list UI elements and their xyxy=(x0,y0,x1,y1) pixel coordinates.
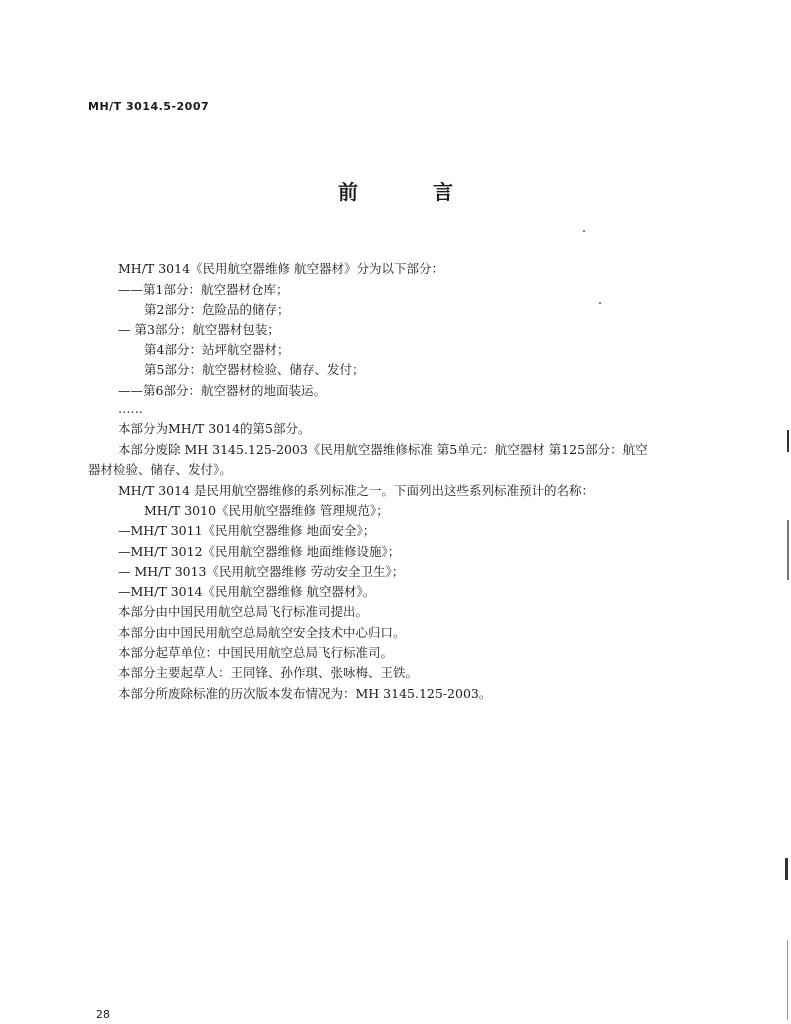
standard-code: MH/T 3014.5-2007 xyxy=(88,100,210,113)
text-line: MH/T 3010《民用航空器维修 管理规范》； xyxy=(144,503,389,518)
text-line: 本部分起草单位：中国民用航空总局飞行标准司。 xyxy=(118,645,394,660)
scan-mark xyxy=(785,858,788,880)
page-title: 前 言 xyxy=(338,180,487,204)
text-line: 本部分废除 MH 3145.125-2003《民用航空器维修标准 第5单元：航空器材 第125部分：航空 xyxy=(118,442,648,457)
scan-dot xyxy=(599,302,601,304)
text-line: 本部分为MH/T 3014的第5部分。 xyxy=(118,421,311,436)
text-line: ——第1部分：航空器材仓库； xyxy=(118,282,289,297)
text-line: MH/T 3014《民用航空器维修 航空器材》分为以下部分： xyxy=(118,261,445,276)
text-line: 第5部分：航空器材检验、储存、发付； xyxy=(144,362,365,377)
scan-dot xyxy=(583,230,585,232)
scan-mark xyxy=(787,430,789,452)
text-line: ——第6部分：航空器材的地面装运。 xyxy=(118,383,326,398)
text-line: MH/T 3014 是民用航空器维修的系列标准之一。下面列出这些系列标准预计的名称： xyxy=(118,483,595,498)
text-line: 器材检验、储存、发付》。 xyxy=(88,462,232,477)
text-line: 本部分所废除标准的历次版本发布情况为：MH 3145.125-2003。 xyxy=(118,686,492,701)
text-line: —MH/T 3012《民用航空器维修 地面维修设施》； xyxy=(118,544,401,559)
text-line: —MH/T 3011《民用航空器维修 地面安全》； xyxy=(118,523,376,538)
text-line: 本部分由中国民用航空总局飞行标准司提出。 xyxy=(118,604,369,619)
scan-mark xyxy=(787,940,788,1020)
text-line: — 第3部分：航空器材包装； xyxy=(118,322,280,337)
text-line: — MH/T 3013《民用航空器维修 劳动安全卫生》； xyxy=(118,564,405,579)
scan-mark xyxy=(787,520,789,580)
text-line: 第2部分：危险品的储存； xyxy=(144,302,290,317)
text-line: 本部分由中国民用航空总局航空安全技术中心归口。 xyxy=(118,625,406,640)
text-line: —MH/T 3014《民用航空器维修 航空器材》。 xyxy=(118,584,376,599)
text-line: 第4部分：站坪航空器材； xyxy=(144,342,290,357)
text-line: 本部分主要起草人：王同锋、孙作琪、张咏梅、王铁。 xyxy=(118,665,419,680)
text-line: …… xyxy=(118,401,143,416)
page-number: 28 xyxy=(96,1008,110,1021)
